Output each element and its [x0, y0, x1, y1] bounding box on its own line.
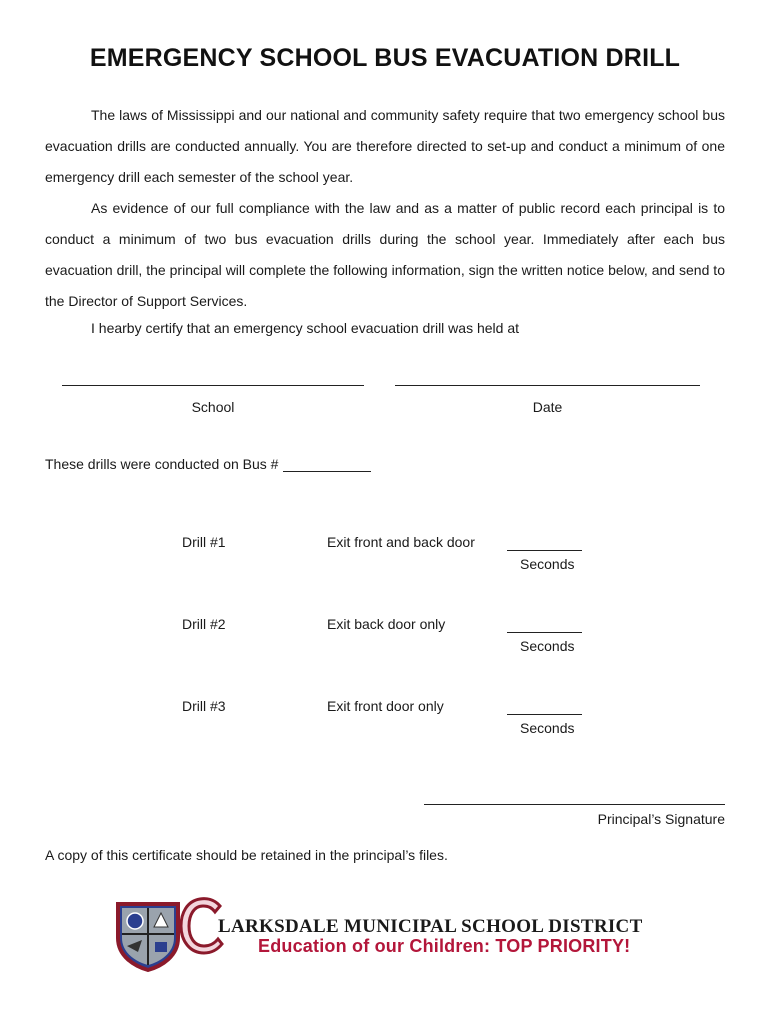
- bus-number-label: These drills were conducted on Bus #: [45, 456, 279, 472]
- drill-3-time-blank[interactable]: [507, 700, 582, 715]
- instructions-text: [45, 100, 725, 317]
- drill-1-unit: Seconds: [520, 556, 575, 572]
- signature-label: Principal’s Signature: [597, 811, 725, 827]
- drill-2-time-blank[interactable]: [507, 618, 582, 633]
- drill-1-label: Drill #1: [182, 534, 226, 550]
- drill-1-time-blank[interactable]: [507, 536, 582, 551]
- drill-2-exit: Exit back door only: [327, 616, 446, 632]
- district-motto: Education of our Children: TOP PRIORITY!: [258, 936, 631, 956]
- date-label: Date: [532, 399, 563, 415]
- paragraph-compliance: As evidence of our full compliance with the law and as a matter of public record each principal is to conduct a minimum of two bus evacuation drills during the school year. Immediately after each bus evacuation drill, the principal will complete the following information, sign the written notice below, and send to the Director of Support Services.: [45, 200, 725, 309]
- drill-1-exit: Exit front and back door: [327, 534, 475, 550]
- drill-3-exit: Exit front door only: [327, 698, 444, 714]
- paragraph-laws: The laws of Mississippi and our national and community safety require that two emergency school bus evacuation drills are conducted annually. You are therefore directed to set-up and conduct a minimum of one emergency drill each semester of the school year.: [45, 107, 725, 185]
- retain-note: A copy of this certificate should be retained in the principal’s files.: [45, 847, 448, 863]
- drill-3-unit: Seconds: [520, 720, 575, 736]
- district-crest-icon: [112, 900, 184, 972]
- drill-2-label: Drill #2: [182, 616, 226, 632]
- signature-blank-line[interactable]: [424, 804, 725, 805]
- school-blank-line[interactable]: [62, 385, 364, 386]
- drill-3-label: Drill #3: [182, 698, 226, 714]
- form-title: EMERGENCY SCHOOL BUS EVACUATION DRILL: [89, 44, 681, 72]
- bus-number-blank-line[interactable]: [283, 457, 371, 472]
- date-blank-line[interactable]: [395, 385, 700, 386]
- district-name: LARKSDALE MUNICIPAL SCHOOL DISTRICT: [218, 916, 643, 937]
- school-label: School: [191, 399, 235, 415]
- certify-statement: I hearby certify that an emergency school evacuation drill was held at: [91, 320, 520, 336]
- drill-2-unit: Seconds: [520, 638, 575, 654]
